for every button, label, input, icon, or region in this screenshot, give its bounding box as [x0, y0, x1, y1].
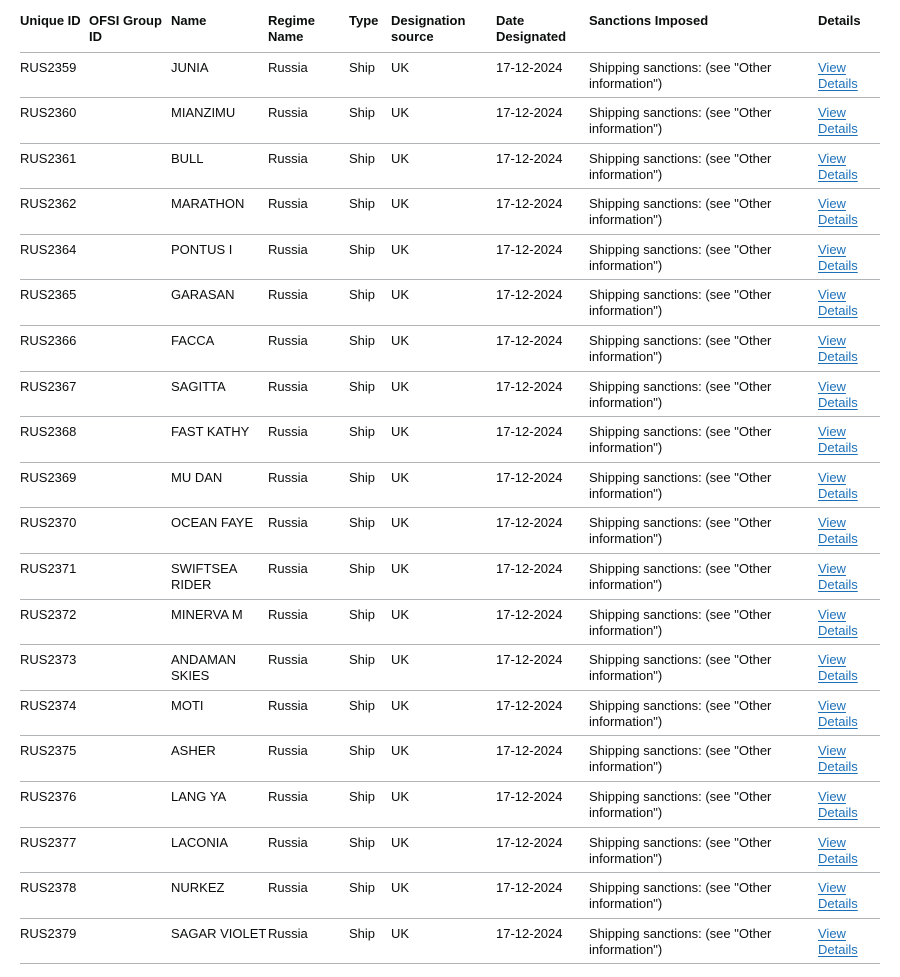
cell-date-designated: 17-12-2024 — [496, 98, 589, 144]
cell-sanctions-imposed: Shipping sanctions: (see "Other information") — [589, 782, 818, 828]
cell-type: Ship — [349, 782, 391, 828]
cell-name: MARATHON — [171, 189, 268, 235]
cell-ofsi-group-id — [89, 417, 171, 463]
cell-sanctions-imposed: Shipping sanctions: (see "Other information") — [589, 417, 818, 463]
cell-name: FAST KATHY — [171, 417, 268, 463]
cell-ofsi-group-id — [89, 280, 171, 326]
view-details-link[interactable]: View Details — [818, 880, 858, 912]
cell-designation-source: UK — [391, 52, 496, 98]
cell-ofsi-group-id — [89, 508, 171, 554]
cell-name: ASHER — [171, 736, 268, 782]
cell-ofsi-group-id — [89, 371, 171, 417]
header-date-designated: Date Designated — [496, 0, 589, 52]
cell-ofsi-group-id — [89, 189, 171, 235]
cell-name: LANG YA — [171, 782, 268, 828]
cell-sanctions-imposed: Shipping sanctions: (see "Other information") — [589, 52, 818, 98]
cell-regime-name: Russia — [268, 234, 349, 280]
cell-details — [818, 326, 880, 372]
cell-unique-id: RUS2366 — [20, 326, 89, 372]
table-row — [20, 782, 880, 828]
table-row — [20, 873, 880, 919]
cell-type: Ship — [349, 736, 391, 782]
cell-name: GARASAN — [171, 280, 268, 326]
cell-ofsi-group-id — [89, 782, 171, 828]
cell-unique-id: RUS2375 — [20, 736, 89, 782]
cell-name: SWIFTSEA RIDER — [171, 554, 268, 600]
cell-unique-id: RUS2373 — [20, 645, 89, 691]
cell-type: Ship — [349, 690, 391, 736]
cell-date-designated: 17-12-2024 — [496, 827, 589, 873]
cell-sanctions-imposed: Shipping sanctions: (see "Other information") — [589, 599, 818, 645]
cell-regime-name: Russia — [268, 599, 349, 645]
view-details-link[interactable]: View Details — [818, 424, 858, 456]
cell-name: SAGITTA — [171, 371, 268, 417]
view-details-link[interactable]: View Details — [818, 105, 858, 137]
cell-name: OCEAN FAYE — [171, 508, 268, 554]
table-row — [20, 52, 880, 98]
cell-date-designated: 17-12-2024 — [496, 143, 589, 189]
cell-regime-name: Russia — [268, 189, 349, 235]
table-row — [20, 234, 880, 280]
cell-regime-name: Russia — [268, 873, 349, 919]
cell-name: NURKEZ — [171, 873, 268, 919]
cell-date-designated: 17-12-2024 — [496, 690, 589, 736]
cell-ofsi-group-id — [89, 827, 171, 873]
cell-date-designated: 17-12-2024 — [496, 873, 589, 919]
cell-details — [818, 280, 880, 326]
cell-type: Ship — [349, 645, 391, 691]
cell-designation-source: UK — [391, 873, 496, 919]
cell-regime-name: Russia — [268, 98, 349, 144]
cell-regime-name: Russia — [268, 827, 349, 873]
view-details-link[interactable]: View Details — [818, 59, 858, 91]
header-sanctions-imposed: Sanctions Imposed — [589, 0, 818, 52]
cell-date-designated: 17-12-2024 — [496, 554, 589, 600]
table-row — [20, 417, 880, 463]
cell-details — [818, 599, 880, 645]
cell-type: Ship — [349, 827, 391, 873]
table-row — [20, 98, 880, 144]
table-row — [20, 371, 880, 417]
cell-sanctions-imposed: Shipping sanctions: (see "Other information") — [589, 736, 818, 782]
cell-date-designated: 17-12-2024 — [496, 782, 589, 828]
cell-regime-name: Russia — [268, 326, 349, 372]
cell-designation-source: UK — [391, 189, 496, 235]
cell-regime-name: Russia — [268, 690, 349, 736]
cell-date-designated: 17-12-2024 — [496, 234, 589, 280]
cell-designation-source: UK — [391, 417, 496, 463]
cell-regime-name: Russia — [268, 736, 349, 782]
cell-ofsi-group-id — [89, 234, 171, 280]
view-details-link[interactable]: View Details — [818, 196, 858, 228]
cell-unique-id: RUS2361 — [20, 143, 89, 189]
view-details-link[interactable]: View Details — [818, 469, 858, 501]
table-row — [20, 462, 880, 508]
cell-name: MIANZIMU — [171, 98, 268, 144]
table-row — [20, 280, 880, 326]
view-details-link[interactable]: View Details — [818, 834, 858, 866]
cell-ofsi-group-id — [89, 873, 171, 919]
cell-details — [818, 143, 880, 189]
cell-sanctions-imposed: Shipping sanctions: (see "Other information") — [589, 234, 818, 280]
cell-name: ANDAMAN SKIES — [171, 645, 268, 691]
cell-unique-id: RUS2377 — [20, 827, 89, 873]
view-details-link[interactable]: View Details — [818, 333, 858, 365]
cell-unique-id: RUS2364 — [20, 234, 89, 280]
view-details-link[interactable]: View Details — [818, 789, 858, 820]
cell-details — [818, 645, 880, 691]
view-details-link[interactable]: View Details — [818, 561, 858, 593]
cell-unique-id: RUS2359 — [20, 52, 89, 98]
cell-regime-name: Russia — [268, 645, 349, 691]
cell-sanctions-imposed: Shipping sanctions: (see "Other information") — [589, 554, 818, 600]
cell-sanctions-imposed: Shipping sanctions: (see "Other information") — [589, 508, 818, 554]
cell-regime-name: Russia — [268, 782, 349, 828]
sanctions-table-container — [20, 0, 880, 964]
cell-designation-source: UK — [391, 736, 496, 782]
cell-details — [818, 189, 880, 235]
cell-date-designated: 17-12-2024 — [496, 599, 589, 645]
cell-unique-id: RUS2374 — [20, 690, 89, 736]
cell-ofsi-group-id — [89, 736, 171, 782]
cell-date-designated: 17-12-2024 — [496, 508, 589, 554]
cell-ofsi-group-id — [89, 554, 171, 600]
table-row — [20, 508, 880, 554]
cell-type: Ship — [349, 234, 391, 280]
cell-ofsi-group-id — [89, 52, 171, 98]
view-details-link[interactable]: View Details — [818, 515, 858, 547]
cell-regime-name: Russia — [268, 508, 349, 554]
cell-type: Ship — [349, 371, 391, 417]
cell-date-designated: 17-12-2024 — [496, 462, 589, 508]
cell-regime-name: Russia — [268, 52, 349, 98]
cell-type: Ship — [349, 599, 391, 645]
cell-regime-name: Russia — [268, 417, 349, 463]
cell-regime-name: Russia — [268, 280, 349, 326]
cell-ofsi-group-id — [89, 326, 171, 372]
cell-designation-source: UK — [391, 645, 496, 691]
cell-unique-id: RUS2368 — [20, 417, 89, 463]
cell-sanctions-imposed: Shipping sanctions: (see "Other information") — [589, 189, 818, 235]
cell-regime-name: Russia — [268, 554, 349, 600]
table-row — [20, 736, 880, 782]
cell-date-designated: 17-12-2024 — [496, 189, 589, 235]
cell-designation-source: UK — [391, 599, 496, 645]
cell-type: Ship — [349, 189, 391, 235]
table-header — [20, 0, 880, 52]
cell-designation-source: UK — [391, 234, 496, 280]
cell-designation-source: UK — [391, 143, 496, 189]
header-regime-name: Regime Name — [268, 0, 349, 52]
cell-unique-id: RUS2371 — [20, 554, 89, 600]
cell-unique-id: RUS2379 — [20, 918, 89, 964]
cell-ofsi-group-id — [89, 690, 171, 736]
cell-regime-name: Russia — [268, 371, 349, 417]
cell-date-designated: 17-12-2024 — [496, 52, 589, 98]
cell-sanctions-imposed: Shipping sanctions: (see "Other information") — [589, 827, 818, 873]
cell-designation-source: UK — [391, 554, 496, 600]
cell-designation-source: UK — [391, 827, 496, 873]
cell-ofsi-group-id — [89, 599, 171, 645]
sanctions-table — [20, 0, 880, 964]
cell-type: Ship — [349, 873, 391, 919]
cell-sanctions-imposed: Shipping sanctions: (see "Other information") — [589, 462, 818, 508]
cell-date-designated: 17-12-2024 — [496, 645, 589, 691]
cell-type: Ship — [349, 143, 391, 189]
table-row — [20, 599, 880, 645]
table-row — [20, 554, 880, 600]
cell-name: FACCA — [171, 326, 268, 372]
cell-sanctions-imposed: Shipping sanctions: (see "Other information") — [589, 873, 818, 919]
cell-details — [818, 417, 880, 463]
view-details-link[interactable]: View Details — [818, 652, 858, 684]
cell-unique-id: RUS2362 — [20, 189, 89, 235]
cell-name: BULL — [171, 143, 268, 189]
cell-ofsi-group-id — [89, 98, 171, 144]
cell-sanctions-imposed: Shipping sanctions: (see "Other information") — [589, 918, 818, 964]
cell-unique-id: RUS2376 — [20, 782, 89, 828]
table-row — [20, 143, 880, 189]
cell-details — [818, 736, 880, 782]
cell-details — [818, 873, 880, 919]
cell-name: PONTUS I — [171, 234, 268, 280]
view-details-link[interactable]: View Details — [818, 150, 858, 182]
cell-unique-id: RUS2370 — [20, 508, 89, 554]
cell-details — [818, 554, 880, 600]
table-row — [20, 918, 880, 964]
cell-designation-source: UK — [391, 371, 496, 417]
view-details-link[interactable]: View Details — [818, 287, 858, 319]
cell-date-designated: 17-12-2024 — [496, 417, 589, 463]
cell-type: Ship — [349, 508, 391, 554]
cell-sanctions-imposed: Shipping sanctions: (see "Other information") — [589, 371, 818, 417]
cell-ofsi-group-id — [89, 143, 171, 189]
header-row — [20, 0, 880, 52]
cell-sanctions-imposed: Shipping sanctions: (see "Other information") — [589, 326, 818, 372]
view-details-link[interactable]: View Details — [818, 925, 858, 957]
cell-sanctions-imposed: Shipping sanctions: (see "Other information") — [589, 645, 818, 691]
header-designation-source: Designation source — [391, 0, 496, 52]
view-details-link[interactable]: View Details — [818, 743, 858, 775]
cell-unique-id: RUS2378 — [20, 873, 89, 919]
cell-name: JUNIA — [171, 52, 268, 98]
cell-sanctions-imposed: Shipping sanctions: (see "Other information") — [589, 690, 818, 736]
cell-type: Ship — [349, 280, 391, 326]
view-details-link[interactable]: View Details — [818, 606, 858, 638]
cell-ofsi-group-id — [89, 918, 171, 964]
cell-type: Ship — [349, 554, 391, 600]
cell-date-designated: 17-12-2024 — [496, 371, 589, 417]
cell-details — [818, 98, 880, 144]
cell-details — [818, 827, 880, 873]
cell-designation-source: UK — [391, 918, 496, 964]
view-details-link[interactable]: View Details — [818, 378, 858, 410]
cell-unique-id: RUS2365 — [20, 280, 89, 326]
header-details: Details — [818, 0, 880, 52]
header-type: Type — [349, 0, 391, 52]
cell-type: Ship — [349, 326, 391, 372]
table-row — [20, 827, 880, 873]
header-name: Name — [171, 0, 268, 52]
cell-type: Ship — [349, 462, 391, 508]
cell-sanctions-imposed: Shipping sanctions: (see "Other information") — [589, 98, 818, 144]
cell-name: MINERVA M — [171, 599, 268, 645]
cell-date-designated: 17-12-2024 — [496, 326, 589, 372]
cell-details — [818, 918, 880, 964]
cell-unique-id: RUS2367 — [20, 371, 89, 417]
view-details-link[interactable]: View Details — [818, 241, 858, 273]
cell-details — [818, 508, 880, 554]
cell-name: SAGAR VIOLET — [171, 918, 268, 964]
cell-sanctions-imposed: Shipping sanctions: (see "Other information") — [589, 143, 818, 189]
table-row — [20, 189, 880, 235]
table-row — [20, 645, 880, 691]
cell-ofsi-group-id — [89, 462, 171, 508]
table-row — [20, 326, 880, 372]
cell-designation-source: UK — [391, 280, 496, 326]
cell-regime-name: Russia — [268, 143, 349, 189]
cell-designation-source: UK — [391, 690, 496, 736]
view-details-link[interactable]: View Details — [818, 697, 858, 729]
cell-unique-id: RUS2369 — [20, 462, 89, 508]
cell-regime-name: Russia — [268, 918, 349, 964]
cell-name: MOTI — [171, 690, 268, 736]
cell-designation-source: UK — [391, 782, 496, 828]
cell-details — [818, 371, 880, 417]
header-unique-id: Unique ID — [20, 0, 89, 52]
cell-unique-id: RUS2360 — [20, 98, 89, 144]
cell-sanctions-imposed: Shipping sanctions: (see "Other information") — [589, 280, 818, 326]
cell-type: Ship — [349, 918, 391, 964]
cell-designation-source: UK — [391, 462, 496, 508]
cell-details — [818, 52, 880, 98]
cell-type: Ship — [349, 98, 391, 144]
cell-details — [818, 462, 880, 508]
cell-designation-source: UK — [391, 326, 496, 372]
cell-date-designated: 17-12-2024 — [496, 918, 589, 964]
cell-name: LACONIA — [171, 827, 268, 873]
cell-designation-source: UK — [391, 508, 496, 554]
table-body — [20, 52, 880, 964]
table-row — [20, 690, 880, 736]
cell-date-designated: 17-12-2024 — [496, 736, 589, 782]
cell-date-designated: 17-12-2024 — [496, 280, 589, 326]
cell-type: Ship — [349, 52, 391, 98]
cell-ofsi-group-id — [89, 645, 171, 691]
cell-details — [818, 234, 880, 280]
cell-designation-source: UK — [391, 98, 496, 144]
cell-name: MU DAN — [171, 462, 268, 508]
cell-details — [818, 782, 880, 828]
header-ofsi-group-id: OFSI Group ID — [89, 0, 171, 52]
cell-details — [818, 690, 880, 736]
cell-regime-name: Russia — [268, 462, 349, 508]
cell-unique-id: RUS2372 — [20, 599, 89, 645]
cell-type: Ship — [349, 417, 391, 463]
